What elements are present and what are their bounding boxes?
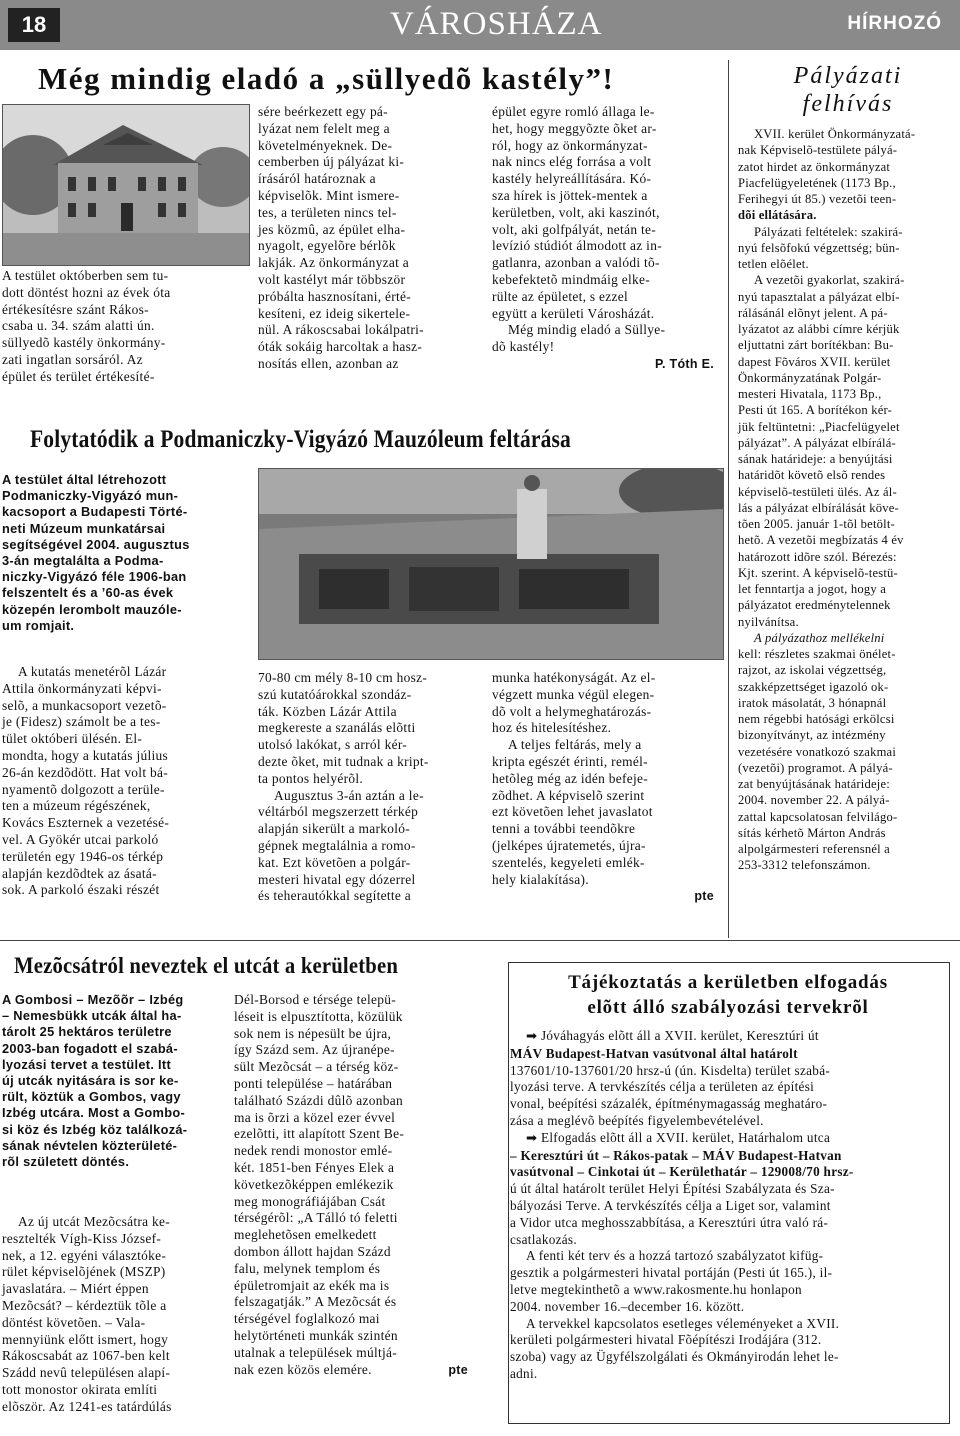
text-line: niczky-Vigyázó féle 1906-ban [2,569,187,585]
text-line: falu, melynek templom és [234,1260,381,1276]
text-line: a Vidor utca meghosszabbítása, a Keresztúri útra való rá- [510,1214,829,1230]
text-line: így Százd sem. Az újranépe- [234,1042,395,1058]
text-line: tott monostor okirata említi [2,1381,158,1397]
text-line: együtt a kerületi Városházát. [492,305,655,321]
section-title: VÁROSHÁZA [390,6,603,42]
text-line: rült, köztük a Gombos, vagy [2,1089,181,1105]
text-line: nyamentõ dolgozott a terüle- [2,781,165,797]
text-line: tenni a további teendõkre [492,821,636,837]
text-line: kerületben, volt, aki kaszinót, [492,204,660,220]
text-line: tes, a területen nincs tel- [258,204,397,220]
article1-column-3 [492,104,714,373]
text-line: (jelképes újratemetés, újra- [492,837,646,853]
text-line: süllyedõ kastély önkormány- [2,335,166,351]
text-line: um romjait. [2,617,75,633]
text-line: lyázatot az alábbi címre kérjük [738,322,900,336]
text-line: hetõ. A vezetõi megbízatás 4 év [738,533,904,548]
text-line: tõen 2005. január 1-tõl betölt- [738,517,895,531]
text-line: sült Mezõcsát – a térség köz- [234,1059,399,1075]
text-line: épület egyre romló állaga le- [492,104,655,119]
text-line: ezelõtti, itt alapított Szent Be- [234,1126,405,1142]
text-line: térségérõl: „A Tálló tó feletti [234,1210,398,1226]
text-line: Az új utcát Mezõcsátra ke- [18,1214,171,1229]
text-line: dapest Fõváros XVII. kerület [738,354,891,369]
text-line: Pesti út 165. A borítékon kér- [738,403,893,418]
text-line: dõ volt a helymeghatározás- [492,703,652,719]
text-line: nak Képviselõ-testülete pályá- [738,143,898,158]
text-line: zatot hirdet az önkormányzat [738,159,891,174]
text-line: selõ, a munkacsoport vezetõ- [2,697,167,713]
text-line: véltárból megszerzett térkép [258,804,419,820]
text-line: sza hírek is jöttek-mentek a [492,187,648,203]
text-line: utalnak a települések múltjá- [234,1344,398,1360]
article2-column-1 [2,664,248,899]
text-line: gatlanra, azonban a valódi tõ- [492,255,660,271]
text-line: lás a pályázat elbírálását köve- [738,500,899,515]
text-line: let fenntartja a jogot, hogy a [738,582,886,596]
text-line: felszentelt és a ’60-as évek [2,585,174,601]
text-line: A testület által létrehozott [2,472,167,487]
text-line: próbálta hasznosítani, érté- [258,288,412,304]
text-line: XVII. kerület Önkormányzatá- [754,127,916,141]
text-line: nül. A rákoscsabai lokálpatri- [258,322,424,338]
text-line: – Nemesbükk utcák által ha- [2,1008,182,1024]
text-line: je (Fidesz) számolt be a tes- [2,714,161,730]
text-line: A vezetõi gyakorlat, szakirá- [754,273,905,288]
text-line: ma is õrzi a közel ezer évvel [234,1109,396,1125]
text-line: rálásánál elõnyt jelent. A pá- [738,305,888,320]
text-line: óták sokáig harcoltak a hasz- [258,339,423,355]
text-line: pályázatot eredménytelennek [738,598,891,613]
article3-column-2 [234,992,468,1379]
sidebar-body [738,126,958,874]
article1-title: Még mindig eladó a „süllyedõ kastély”! [38,61,615,96]
text-line: hely kialakítása). [492,871,589,887]
text-line: nak ezen közös elemére. [234,1361,372,1377]
text-line: nem régebbi hatósági erkölcsi [738,712,895,726]
text-line: rülte az épületet, s ezzel [492,288,629,304]
text-line: Augusztus 3-án aztán a le- [274,787,424,803]
text-line: gépnek megtalálnia a romo- [258,837,416,853]
text-line: – Keresztúri út – Rákos-patak – MÁV Budapest-Hatvan [510,1147,842,1163]
right-arrow-icon: ➡ [526,1029,538,1044]
text-line: ten a múzeum régészének, [2,798,151,814]
article1-author: P. Tóth E. [654,356,714,371]
text-line: kat. Ezt követõen a polgár- [258,854,411,870]
text-line: Önkormányzatának Polgár- [738,370,882,385]
article1-column-2 [258,104,482,373]
castle-photo [2,104,250,266]
text-line: A kutatás menetérõl Lázár [18,664,167,679]
text-line: 253-3312 telefonszámon. [738,858,871,873]
text-line: bályozási Terve. A tervkészítés célja a Liget sor, valamint [510,1197,831,1213]
text-line: A pályázathoz mellékelni [754,630,885,645]
text-line: Rákoscsabát az 1067-ben kelt [2,1348,170,1364]
text-line: alpolgármesteri referensnél a [738,842,890,856]
text-line: nosítás ellen, azonban az [258,355,399,371]
text-line: dõ kastély! [492,339,555,355]
text-line: sának névtelen közterületé- [2,1137,178,1153]
text-line: nyú tapasztalat a pályázat elbí- [738,289,900,304]
text-line: nek, a 12. egyéni választóke- [2,1247,167,1263]
text-line: mondta, hogy a kutatás július [2,747,169,763]
text-line: tárolt 25 hektáros területre [2,1024,172,1040]
text-line: kesíteni, ez ideig sikertele- [258,305,411,321]
text-line: rület képviselõjének (MSZP) [2,1264,166,1280]
text-line: írásáról határoznak a [258,171,376,187]
text-line: vasútvonal – Cinkotai út – Kerülethatár – 129008/70 hrsz- [510,1164,854,1180]
article4-title-line: Tájékoztatás a kerületben elfogadás [568,972,888,993]
text-line: léseit is elpusztította, közülük [234,1008,403,1024]
text-line: 137601/10-137601/20 hrsz-ú (ún. Kisdelta) terület szabá- [510,1062,831,1078]
text-line: sok nem is népesült be újra, [234,1025,392,1041]
text-line: rõl született döntés. [2,1154,130,1170]
text-line: szoba) vagy az Ügyfélszolgálati és Okmányirodán lehet le- [510,1349,839,1365]
text-line: tület októberi ülésén. El- [2,731,143,747]
text-line: Izbég utcára. Most a Gombo- [2,1105,186,1121]
text-line: lakják. Az önkormányzat a [258,255,410,271]
text-line: Attila önkormányzati képvi- [2,680,162,696]
text-line: található Százdi dûlõ azonban [234,1092,403,1108]
text-line: dott döntést hozni az évek óta [2,284,171,300]
text-line: hoz és hitelesítéshez. [492,720,612,736]
text-line: iratok másolatát, 3 hónapnál [738,695,887,710]
text-line: tetlen elõélet. [738,257,809,271]
text-line: volt kastélyt már többször [258,271,406,287]
article4-title-line: elõtt álló szabályozási tervekrõl [587,997,869,1018]
text-line: felszagatják.” A Mezõcsát és [234,1294,397,1310]
page-number: 18 [8,8,60,42]
text-line: hetõleg még az idén befeje- [492,770,649,786]
text-line: nedek rendi monostor emlé- [234,1143,393,1159]
article2-author: pte [694,889,714,904]
text-line: új utcák nyitására is sor ke- [2,1073,179,1089]
text-line: A testület októberben sem tu- [2,268,169,283]
text-line: kastély helyreállítására. Kó- [492,171,652,187]
article3-title: Mezõcsátról neveztek el utcát a kerületben [14,953,399,978]
text-line: követelményeknek. De- [258,137,393,153]
text-line: rajzot, az iskolai végzettség, [738,663,887,678]
text-line: alapján sikerült a markoló- [258,821,410,837]
text-line: volt, aki golfpályát, netán te- [492,221,656,237]
text-line: következõképpen emlékezik [234,1176,394,1192]
text-line: bizonyítványt, az intézmény [738,728,886,743]
text-line: 26-án kezdõdött. Hat volt bá- [2,764,168,780]
text-line: 2004. november 22. A pályá- [738,793,890,808]
text-line: sok. A parkoló északi részét [2,882,160,898]
excavation-photo [258,468,724,660]
text-line: épületromjait az ekék ma is [234,1277,390,1293]
text-line: A Gombosi – Mezõõr – Izbég [2,992,184,1007]
text-line: jes közmû, az épület elha- [258,221,406,237]
text-line: Kovács Eszternek a vezetésé- [2,815,170,831]
text-line: nyilvánítsa. [738,614,799,629]
text-line: vonal, beépítési százalék, építménymagasság meghatáro- [510,1096,828,1112]
text-line: mennyiünk előtt ismert, hogy [2,1331,169,1347]
text-line: zattal kapcsolatosan felvilágo- [738,809,898,824]
text-line: ták. Közben Lázár Attila [258,703,397,719]
text-line: lyozási terve. A tervkészítés célja a területen az építési [510,1079,815,1095]
text-line: megkereste a szanálás elõtti [258,720,416,736]
text-line: vezetésére vonatkozó szakmai [738,744,897,759]
text-line: 2003-ban fogadott el szabá- [2,1040,178,1056]
text-line: adni. [510,1365,538,1381]
sidebar-title-line: felhívás [802,91,894,117]
text-line: zása a meglévõ beépítés figyelembevételével. [510,1112,764,1128]
text-line: képviselõ-testületi ülés. Az ál- [738,484,897,499]
text-line: (vezetõi) programot. A pályá- [738,760,893,775]
text-line: Podmaniczky-Vigyázó mun- [2,488,179,504]
text-line: végzett munka végül elegen- [492,686,655,702]
sidebar-title-line: Pályázati [793,63,903,89]
text-line: sának határideje: a benyújtási [738,452,893,466]
text-line: utolsó lakókat, s arról kér- [258,737,408,753]
text-line: segítségével 2004. augusztus [2,536,190,552]
article3-lead [2,992,224,1170]
right-arrow-icon: ➡ [526,1130,538,1146]
text-line: Még mindig eladó a Süllye- [508,322,666,338]
text-line: mesteri Hivatala, 1173 Bp., [738,387,882,401]
article1-caption [2,268,248,386]
text-line: szakképzettséget igazoló ok- [738,679,889,694]
text-line: letve megtekinthetõ a www.rakosmente.hu honlapon [510,1281,802,1297]
article3-column-1 [2,1214,224,1416]
text-line: munka hatékonyságát. Az el- [492,670,656,685]
text-line: 2004. november 16.–december 16. között. [510,1298,745,1314]
text-line: Ferihegyi út 85.) vezetõi teen- [738,192,897,206]
text-line: mesteri hivatal egy dózerrel [258,871,416,887]
text-line: cemberben új pályázat ki- [258,154,405,170]
text-line: kacsoport a Budapesti Törté- [2,504,188,520]
text-line: csaba u. 34. szám alatti ún. [2,318,155,334]
text-line: kripta egészét érinti, remél- [492,753,648,769]
text-line: Pályázati feltételek: szakirá- [754,224,903,239]
text-line: alapján kezdõdtek az ásatá- [2,865,157,881]
text-line: határidõt követõ elsõ rendes [738,468,886,483]
article2-column-2 [258,670,480,905]
text-line: ta pontos helyérõl. [258,770,363,786]
text-line: zati ingatlan sorsáról. Az [2,351,143,367]
text-line: A fenti két terv és a hozzá tartozó szabályzatot kifüg- [526,1248,824,1264]
text-line: épület és terület értékesíté- [2,368,155,384]
text-line: meglehetõsen emelkedett [234,1227,377,1243]
bottom-section-divider [0,940,960,941]
text-line: dõi ellátására. [738,208,817,223]
text-line: ponti települése – határában [234,1075,393,1091]
text-line: döntést követõen. – Vala- [2,1314,146,1330]
text-line: javaslatára. – Miért éppen [2,1281,149,1297]
text-line: A tervekkel kapcsolatos esetleges véleményeket a XVII. [526,1315,840,1331]
text-line: nyagolt, egyelõre bérlõk [258,238,396,254]
text-line: jük feltüntetni: „Piacfelügyelet [738,419,900,434]
text-line: het, hogy meggyõzte õket ar- [492,120,657,136]
text-line: meg monográfiájában Csát [234,1193,386,1209]
text-line: zat benyújtásának határideje: [738,777,890,791]
text-line: ú út által határolt terület Helyi Építési Szabályzata és Sza- [510,1181,835,1197]
text-line: kell: részletes szakmai önélet- [738,647,896,661]
text-line: ➡ Elfogadás elõtt áll a XVII. kerület, Határhalom utca [526,1129,831,1146]
text-line: A teljes feltárás, mely a [508,737,642,753]
text-line: neti Múzeum munkatársai [2,520,166,536]
section-category: HÍRHOZÓ [847,13,942,34]
text-line: térségével foglalkozó mai [234,1311,380,1327]
text-line: sére beérkezett egy pá- [258,104,388,119]
text-line: közepén lerombolt mauzóle- [2,601,182,617]
text-line: MÁV Budapest-Hatvan vasútvonal által határolt [510,1045,798,1061]
text-line: vel. A Gyökér utcai parkoló [2,831,159,847]
text-line: ezt követõen lehet javaslatot [492,804,653,820]
text-line: ról, hogy az önkormányzat- [492,137,648,153]
text-line: ➡ Jóváhagyás elõtt áll a XVII. kerület, Keresztúri út [526,1028,819,1044]
text-line: nak nincs elég forrása a volt [492,154,652,170]
text-line: Piacfelügyeletének (1173 Bp., [738,175,896,190]
text-line: két. 1851-ben Fényes Elek a [234,1159,395,1175]
text-line: levízió stúdiót álmodott az in- [492,238,662,254]
text-line: resztelték Vígh-Kiss József- [2,1230,162,1246]
sidebar-divider [728,60,729,938]
article4-title [510,970,946,1020]
article2-lead [2,472,248,634]
text-line: 3-án megtalálta a Podma- [2,553,164,569]
text-line: zõdhet. A képviselõ szerint [492,787,645,803]
text-line: határozott idõre szól. Bérezés: [738,549,897,564]
text-line: pályázat”. A pályázat elbírálá- [738,435,896,450]
article4-body [510,1028,942,1383]
text-line: területén egy 1946-os térkép [2,848,164,864]
article2-title: Folytatódik a Podmaniczky-Vigyázó Mauzóleum feltárása [30,426,571,453]
text-line: dezte õket, mit tudnak a kript- [258,753,429,769]
text-line: dombon állott hajdan Százd [234,1243,391,1259]
text-line: Kjt. szerint. A képviselõ-testü- [738,565,898,580]
text-line: helytörténeti munkák szintén [234,1327,398,1343]
text-line: csatlakozás. [510,1231,577,1247]
article2-column-3 [492,670,714,905]
text-line: lyázat nem felelt meg a [258,120,390,136]
text-line: si köz és Izbég köz találkozá- [2,1121,188,1137]
text-line: nyú felsõfokú végzettség; bün- [738,240,900,255]
text-line: lyozási tervet a testület. Itt [2,1056,172,1072]
article3-author: pte [448,1363,468,1378]
sidebar-title [736,62,960,118]
text-line: kebefektetõ mindmáig elke- [492,271,651,287]
text-line: sítás kérhetõ Márton András [738,825,886,840]
text-line: és teherautókkal segítette a [258,888,412,904]
text-line: Mezõcsát? – kérdeztük tõle a [2,1297,167,1313]
text-line: elõször. Az 1241-es tatárdúlás [2,1398,172,1414]
text-line: szentelés, kegyeleti emlék- [492,854,645,870]
text-line: szú kutatóárokkal szondáz- [258,686,412,702]
text-line: Dél-Borsod e térsége telepü- [234,992,396,1007]
text-line: 70-80 cm mély 8-10 cm hosz- [258,670,428,685]
text-line: Szádd nevû településen alapí- [2,1365,171,1381]
text-line: eljuttatni zárt borítékban: Bu- [738,338,894,353]
text-line: gesztik a polgármesteri hivatal portáján (Pesti út 165.), il- [510,1265,833,1281]
text-line: képviselõk. Mint ismere- [258,187,400,203]
text-line: kerületi polgármesteri hivatal Fõépítészi Irodájára (312. [510,1332,822,1348]
text-line: értékesítésre szánt Rákos- [2,301,149,317]
